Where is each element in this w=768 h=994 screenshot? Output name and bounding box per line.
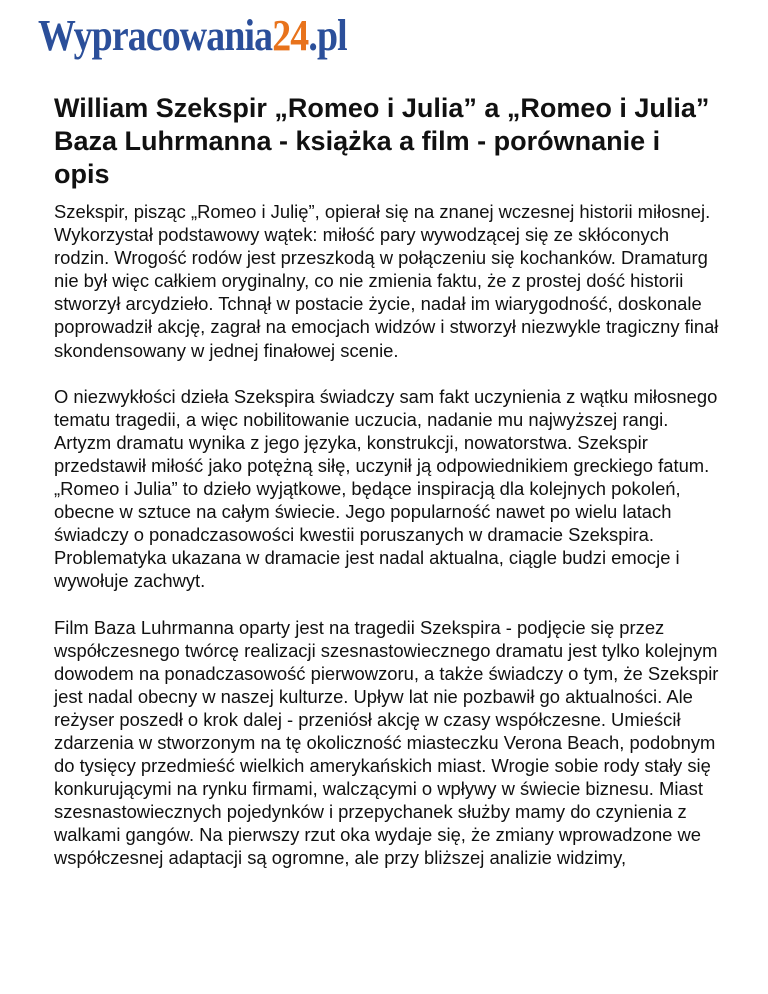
logo-brand-text: Wypracowania <box>38 11 273 60</box>
logo-number-text: 24 <box>272 11 309 60</box>
paragraph: Film Baza Luhrmanna oparty jest na tragedii Szekspira - podjęcie się przez współczesnego twórcę realizacji szesnastowiecznego dramatu jest tylko kolejnym dowodem na ponadczasowość pierwowzoru, a także świadczy o tym, że Szekspir jest nadal obecny w naszej kulturze. Upływ lat nie pozbawił go aktualności. Ale reżyser poszedł o krok dalej - przeniósł akcję w czasy współczesne. Umieścił zdarzenia w stworzonym na tę okoliczność miasteczku Verona Beach, podobnym do tysięcy przedmieść wielkich amerykańskich miast. Wrogie sobie rody stały się konkurującymi na rynku firmami, walczącymi o wpływy w świecie biznesu. Miast szesnastowiecznych pojedynków i przepychanek służby mamy do czynienia z walkami gangów. Na pierwszy rzut oka wydaje się, że zmiany wprowadzone we współczesnej adaptacji są ogromne, ale przy bliższej analizie widzimy, <box>54 616 719 869</box>
logo-wordmark <box>38 11 347 60</box>
site-logo[interactable] <box>38 11 397 60</box>
paragraph: O niezwykłości dzieła Szekspira świadczy sam fakt uczynienia z wątku miłosnego tematu tragedii, a więc nobilitowanie uczucia, nadanie mu najwyższej rangi. Artyzm dramatu wynika z jego języka, konstrukcji, nowatorstwa. Szekspir przedstawił miłość jako potężną siłę, uczynił ją odpowiednikiem greckiego fatum. „Romeo i Julia” to dzieło wyjątkowe, będące inspiracją dla kolejnych pokoleń, obecne w sztuce na całym świecie. Jego popularność nawet po wielu latach świadczy o ponadczasowości kwestii poruszanych w dramacie Szekspira. Problematyka ukazana w dramacie jest nadal aktualna, ciągle budzi emocje i wywołuje zachwyt. <box>54 385 718 592</box>
article-body <box>54 200 726 893</box>
paragraph: Szekspir, pisząc „Romeo i Julię”, opierał się na znanej wczesnej historii miłosnej. Wykorzystał podstawowy wątek: miłość pary wywodzącej się ze skłóconych rodzin. Wrogość rodów jest przeszkodą w połączeniu się kochanków. Dramaturg nie był więc całkiem oryginalny, co nie zmienia faktu, że z prostej dość historii stworzył arcydzieło. Tchnął w postacie życie, nadał im wiarygodność, doskonale poprowadził akcję, zagrał na emocjach widzów i stworzył niezwykle tragiczny finał skondensowany w jednej finałowej scenie. <box>54 201 719 361</box>
article-title: William Szekspir „Romeo i Julia” a „Romeo i Julia” Baza Luhrmanna - książka a film - porównanie i opis <box>54 93 710 189</box>
logo-tld-text: .pl <box>308 11 347 60</box>
